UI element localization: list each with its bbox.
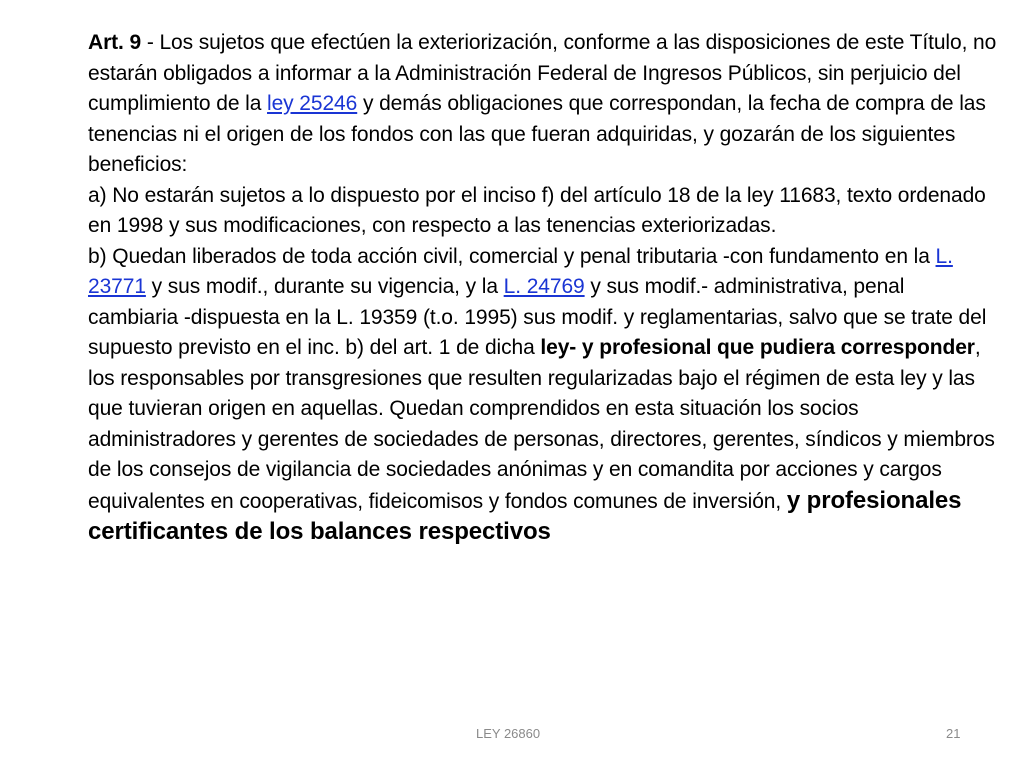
item-b-text-1: b) Quedan liberados de toda acción civil, comercial y penal tributaria -con fundamento en la [88,244,936,268]
intro-text-1: - Los sujetos que efectúen la exteriorización, conforme a las disposiciones de este Título, no estarán obligados a informar a la Administración Federal de Ingresos Públicos, sin perjuicio del cumplimiento de la [88,31,997,115]
ley-24769-link[interactable]: L. 24769 [503,275,585,298]
ley-23771-link[interactable]: L. 23771 [88,244,953,298]
intro-text-2: y demás obligaciones que correspondan, la fecha de compra de las tenencias ni el origen de los fondos con las que fueran adquiridas, y gozarán de los siguientes beneficios: [88,92,986,176]
page-number: 21 [946,726,961,741]
footer-title: LEY 26860 [476,726,541,741]
ley-25246-link[interactable]: ley 25246 [267,92,358,115]
item-b-text-4: , los responsables por transgresiones que resulten regularizadas bajo el régimen de esta ley y las que tuvieran origen en aquellas. Quedan comprendidos en esta situación los socios administradores y gerentes de sociedades de personas, directores, gerentes, síndicos y miembros de los consejos de vigilancia de sociedades anónimas y en comandita por acciones y cargos equivalentes en cooperativas, fideicomisos y fondos comunes de inversión, [88,336,995,513]
article-paragraph-a [88,181,1000,242]
item-b-bold-1: ley- y profesional que pudiera corresponder [540,336,975,359]
item-a-text: a) No estarán sujetos a lo dispuesto por el inciso f) del artículo 18 de la ley 11683, texto ordenado en 1998 y sus modificaciones, con respecto a las tenencias exteriorizadas. [88,183,986,237]
item-b-text-3: y sus modif.- administrativa, penal cambiaria -dispuesta en la L. 19359 (t.o. 1995) sus modif. y reglamentarias, salvo que se trate del supuesto previsto en el inc. b) del art. 1 de dicha [88,275,987,359]
item-b-text-2: y sus modif., durante su vigencia, y la [145,275,504,298]
article-number: Art. 9 [88,31,142,54]
item-b-bold-2: y profesionales certificantes de los balances respectivos [88,486,962,545]
article-paragraph-intro [88,28,1000,181]
article-paragraph-b [88,242,1000,549]
article-body [88,28,1000,549]
